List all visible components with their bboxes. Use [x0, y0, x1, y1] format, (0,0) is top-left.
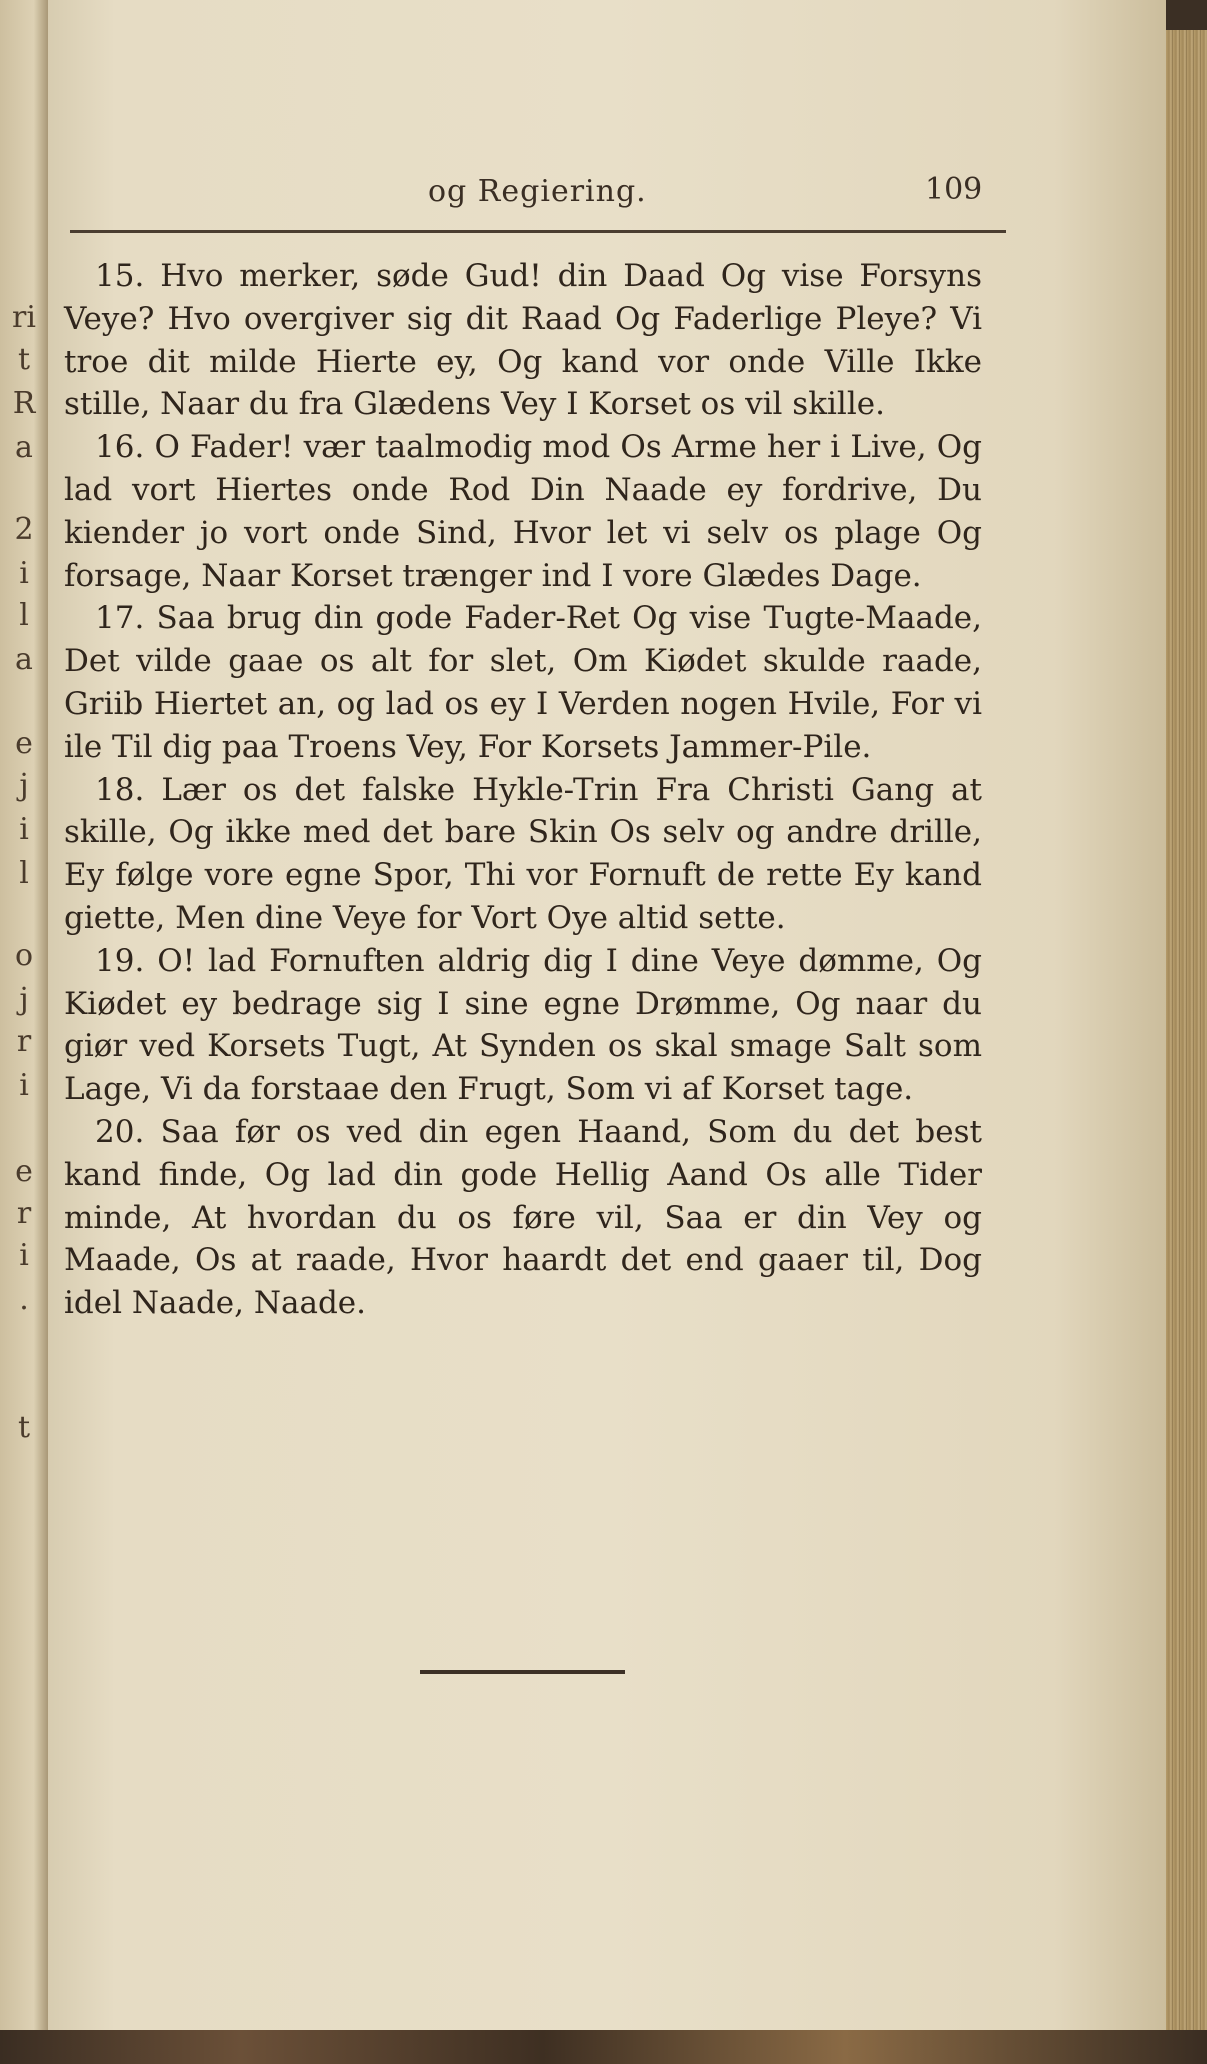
verse-16 [64, 426, 982, 597]
edge-letter: t [17, 1410, 31, 1445]
verse-17 [64, 597, 982, 768]
verse-text: Saa før os ved din egen Haand, Som du det best kand finde, Og lad din gode Hellig Aand Os alle Tider minde, At hvordan du os føre vil, Saa er din Vey og Maade, Os at raade, Hvor haardt det end gaaer til, Dog idel Naade, Naade. [64, 1113, 982, 1322]
edge-letter: i [19, 1068, 29, 1103]
edge-letter: e [15, 726, 33, 761]
verse-number: 17. [95, 600, 145, 637]
edge-letter: i [19, 812, 29, 847]
edge-letter: r [16, 1196, 32, 1231]
verse-number: 20. [95, 1113, 145, 1150]
edge-letter: j [19, 982, 29, 1017]
edge-letter: R [12, 386, 36, 421]
verse-text: O Fader! vær taalmodig mod Os Arme her i Live, Og lad vort Hiertes onde Rod Din Naade ey fordrive, Du kiender jo vort onde Sind, Hvor let vi selv os plage Og forsage, Naar Korset trænger ind I vore Glædes Dage. [64, 429, 983, 594]
page-number: 109 [925, 172, 983, 207]
verse-number: 19. [95, 942, 145, 979]
verse-20 [64, 1111, 982, 1325]
verse-19 [64, 940, 982, 1111]
edge-letter: l [19, 598, 29, 633]
verse-text: O! lad Fornuften aldrig dig I dine Veye dømme, Og Kiødet ey bedrage sig I sine egne Drømme, Og naar du giør ved Korsets Tugt, At Synden os skal smage Salt som Lage, Vi da forstaae den Frugt, Som vi af Korset tage. [64, 942, 982, 1108]
verse-text: Saa brug din gode Fader-Ret Og vise Tugte-Maade, Det vilde gaae os alt for slet, Om Kiødet skulde raade, Griib Hiertet an, og lad os ey I Verden nogen Hvile, For vi ile Til dig paa Troens Vey, For Korsets Jammer-Pile. [64, 600, 982, 765]
previous-page-edge [0, 0, 48, 2030]
page-fore-edge [1166, 30, 1207, 2030]
running-title: og Regiering. [428, 174, 647, 209]
edge-letter: t [17, 342, 31, 377]
verse-number: 15. [95, 258, 145, 294]
edge-letter: o [14, 938, 34, 973]
verse-number: 18. [95, 771, 145, 808]
background-strip [0, 2030, 1207, 2064]
verse-15 [64, 255, 982, 426]
edge-letter: r [16, 1024, 32, 1059]
verse-18 [64, 769, 982, 940]
edge-letter: . [19, 1282, 29, 1317]
edge-letter: i [19, 556, 29, 591]
edge-letter: 2 [14, 512, 34, 547]
edge-letter: a [15, 642, 33, 677]
running-head [48, 168, 1166, 218]
edge-letter: ri [12, 300, 36, 335]
verse-number: 16. [95, 429, 145, 466]
edge-letter: i [19, 1238, 29, 1273]
header-rule [70, 230, 1006, 233]
edge-letter: a [15, 430, 33, 465]
verse-text: Lær os det falske Hykle-Trin Fra Christi Gang at skille, Og ikke med det bare Skin Os selv og andre drille, Ey følge vore egne Spor, Thi vor Fornuft de rette Ey kand giette, Men dine Veye for Vort Oye altid sette. [64, 771, 982, 936]
edge-letter: l [19, 856, 29, 891]
end-rule [420, 1670, 625, 1674]
hymn-text [64, 255, 982, 1325]
verse-text: Hvo merker, søde Gud! din Daad Og vise Forsyns Veye? Hvo overgiver sig dit Raad Og Faderlige Pleye? Vi troe dit milde Hierte ey, Og kand vor onde Ville Ikke stille, Naar du fra Glædens Vey I Korset os vil skille. [64, 258, 982, 423]
edge-letter: j [19, 768, 29, 803]
edge-letter: e [15, 1154, 33, 1189]
